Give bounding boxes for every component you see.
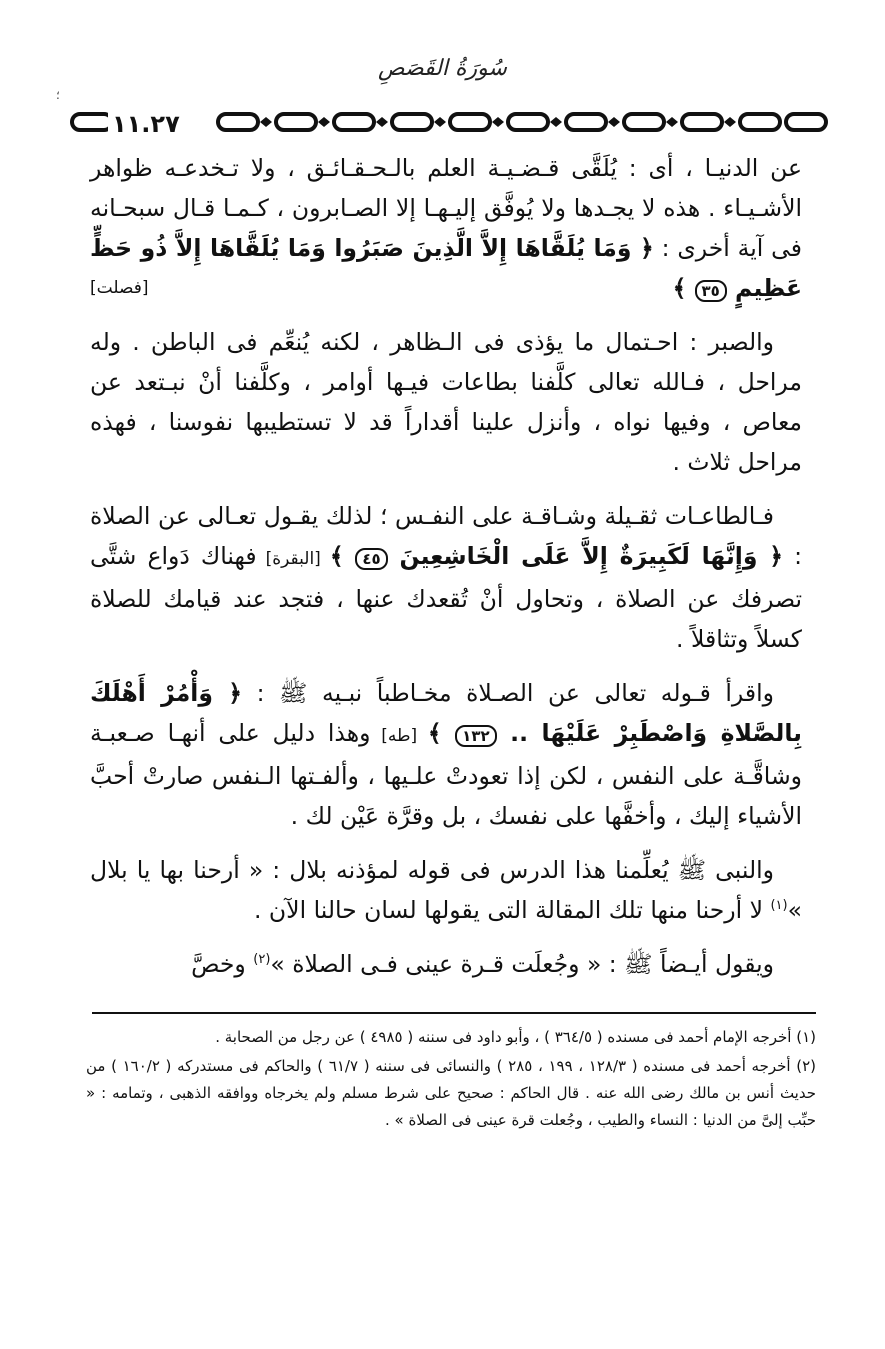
surah-reference: [فصلت] [90,278,149,298]
surah-reference: [طه] [370,726,428,746]
paragraph-text: والنبى ﷺ يُعلِّمنا هذا الدرس فى قوله لمؤذنه بلال : « أرحنا بها يا بلال » [90,856,802,924]
paragraph-text: وهذا دليل على أنهـا صـعبـة وشاقَّـة على النفس ، لكن إذا تعودتْ علـيها ، وألفـتها الـنفس صارتْ أحبَّ الأشياء إليك ، وأخفَّها على نفسك ، بل وقرَّة عَيْن لك . [90,719,802,830]
footnote-divider [92,1012,816,1014]
paragraph-text: والصبر : احـتمال ما يؤذى فى الـظاهر ، لكنه يُنعِّم فى الباطن . وله مراحل ، فـالله تعالى كلَّفنا بطاعات فيـها أوامر ، وكلَّفنا أنْ نبـتعد عن معاص ، وفيها نواه ، وأنزل علينا أقداراً قد لا تستطيبها نفوسنا ، فهذه مراحل ثلاث . [90,328,802,476]
paragraph-5 [90,850,802,930]
paragraph-2 [90,322,802,482]
footnote-marker: (١) [770,898,788,914]
footnotes [86,1024,816,1136]
paragraph-text: عن الدنيـا ، أى : يُلَقَّى قـضـيـة العلم بالـحـقـائـق ، ولا تـخدعـه ظواهر الأشـيـاء . هذه لا يجـدها ولا يُوفَّق إليـهـا إلا الصـابرون ، كـمـا قـال سبحـانه فى آية أخرى : [90,154,803,262]
main-text [90,148,802,998]
paragraph-text: وخصَّ [191,950,254,978]
quran-verse: ﴿ وَأْمُرْ أَهْلَكَ بِالصَّلاةِ وَاصْطَبِرْ عَلَيْهَا .. [90,679,802,747]
verse-bracket: ﴾ [329,542,356,570]
footnote-2: (٢) أخرجه أحمد فى مسنده ( ١٢٨/٣ ، ١٩٩ ، ٢٨٥ ) والنسائى فى سننه ( ٦١/٧ ) والحاكم فى مستدركه ( ١٦٠/٢ ) من حديث أنس بن مالك رضى الله عنه . قال الحاكم : صحيح على شرط مسلم ولم يخرجاه ووافقه الذهبى ، وتمامه : « حبِّب إلىَّ من الدنيا : النساء والطيب ، وجُعلت قرة عينى فى الصلاة » . [86,1057,816,1129]
verse-number: ٤٥ [355,548,387,570]
paragraph-text: واقرأ قـوله تعالى عن الصـلاة مخـاطباً نبـيه ﷺ : [242,679,775,707]
verse-number: ٣٥ [695,280,727,302]
footnote-1: (١) أخرجه الإمام أحمد فى مسنده ( ٣٦٤/٥ ) ، وأبو داود فى سننه ( ٤٩٨٥ ) عن رجل من الصحابة . [215,1028,816,1046]
paragraph-4 [90,673,802,836]
footnote-marker: (٢) [253,952,271,968]
page-number: ١١.٢٧ [108,110,184,138]
paragraph-text: فهناك دَواع شتَّى تصرفك عن الصلاة ، وتحاول أنْ تُقعدك عنها ، فتجد عند قيامك للصلاة كسلاً وتثاقلاً . [90,542,802,653]
verse-bracket: ﴾ [427,719,456,747]
verse-number: ١٣٢ [455,725,496,747]
paragraph-text: فـالطاعـات ثقـيلة وشـاقـة على النفـس ؛ لذلك يقـول تعـالى عن الصلاة : [90,502,803,570]
paragraph-3 [90,496,802,659]
paragraph-1 [90,148,802,308]
margin-mark: ؛ [56,88,60,102]
quran-verse: ﴿ وَإِنَّهَا لَكَبِيرَةٌ إِلاَّ عَلَى الْخَاشِعِينَ [387,542,783,570]
paragraph-text: ويقول أيـضاً ﷺ : « وجُعلَت قـرة عينى فـى الصلاة » [270,950,774,978]
paragraph-text: لا أرحنا منها تلك المقالة التى يقولها لسان حالنا الآن . [253,896,771,924]
paragraph-6 [90,944,802,984]
surah-reference: [البقرة] [256,549,330,569]
quran-verse: ﴿ وَمَا يُلَقَّاهَا إِلاَّ الَّذِينَ صَبَرُوا وَمَا يُلَقَّاهَا إِلاَّ ذُو حَظٍّ عَظِيمٍ [90,234,802,302]
surah-title: سُورَةُ القَصَصِ [378,56,507,81]
verse-bracket: ﴾ [672,274,695,302]
